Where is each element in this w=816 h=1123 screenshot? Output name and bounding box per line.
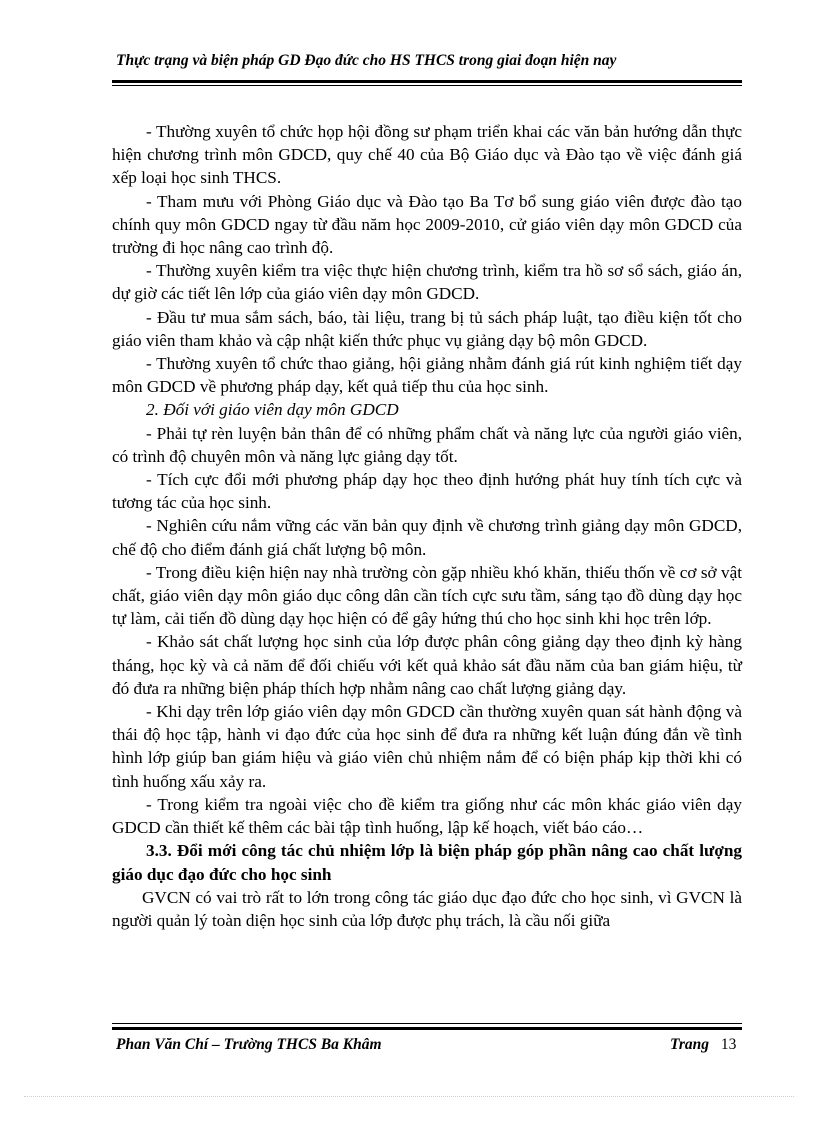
paragraph: - Tham mưu với Phòng Giáo dục và Đào tạo Ba Tơ bổ sung giáo viên được đào tạo chính quy môn GDCD ngay từ đầu năm học 2009-2010, cử giáo viên dạy môn GDCD của trường đi học nâng cao trình độ. [112, 191, 742, 258]
paragraph: - Trong điều kiện hiện nay nhà trường còn gặp nhiều khó khăn, thiếu thốn về cơ sở vật chất, giáo viên dạy môn giáo dục công dân cần tích cực sưu tầm, sáng tạo đồ dùng dạy học tự làm, cải tiến đồ dùng dạy học hiện có để gây hứng thú cho học sinh khi học trên lớp. [112, 562, 742, 629]
paragraph: - Trong kiểm tra ngoài việc cho đề kiểm tra giống như các môn khác giáo viên dạy GDCD cần thiết kế thêm các bài tập tình huống, lập kế hoạch, viết báo cáo… [112, 794, 742, 838]
paragraph: - Đầu tư mua sắm sách, báo, tài liệu, trang bị tủ sách pháp luật, tạo điều kiện tốt cho giáo viên tham khảo và cập nhật kiến thức phục vụ giảng dạy bộ môn GDCD. [112, 307, 742, 350]
header-rule-thick [112, 80, 742, 83]
header-rule-thin [112, 85, 742, 86]
paragraph: - Thường xuyên tổ chức thao giảng, hội giảng nhằm đánh giá rút kinh nghiệm tiết dạy môn GDCD về phương pháp dạy, kết quả tiếp thu của học sinh. [112, 354, 742, 397]
page-label: Trang [670, 1036, 710, 1053]
paragraph: - Khảo sát chất lượng học sinh của lớp được phân công giảng dạy theo định kỳ hàng tháng, học kỳ và cả năm để đối chiếu với kết quả khảo sát đầu năm của ban giám hiệu, từ đó đưa ra những biện pháp thích hợp nhằm nâng cao chất lượng giảng dạy. [112, 632, 742, 698]
footer-rule-thick [112, 1027, 742, 1030]
paragraph: - Khi dạy trên lớp giáo viên dạy môn GDCD cần thường xuyên quan sát hành động và thái độ học tập, hành vi đạo đức của học sinh để đưa ra những kết luận đúng đắn về tình hình lớp giúp ban giám hiệu và giáo viên chủ nhiệm nắm để có biện pháp kịp thời khi có tình huống xấu xảy ra. [112, 702, 742, 791]
page-break-line [24, 1096, 794, 1097]
paragraph: - Nghiên cứu nắm vững các văn bản quy định về chương trình giảng dạy môn GDCD, chế độ cho điểm đánh giá chất lượng bộ môn. [112, 516, 742, 559]
footer-page [670, 1036, 736, 1054]
paragraph: - Tích cực đổi mới phương pháp dạy học theo định hướng phát huy tính tích cực và tương tác của học sinh. [112, 470, 742, 513]
paragraph: - Thường xuyên kiểm tra việc thực hiện chương trình, kiểm tra hồ sơ sổ sách, giáo án, dự giờ các tiết lên lớp của giáo viên dạy môn GDCD. [112, 261, 742, 304]
page-number: 13 [720, 1036, 737, 1053]
footer-rule-thin [112, 1023, 742, 1024]
paragraph: - Thường xuyên tổ chức họp hội đồng sư phạm triển khai các văn bản hướng dẫn thực hiện chương trình môn GDCD, quy chế 40 của Bộ Giáo dục và Đào tạo về việc đánh giá xếp loại học sinh THCS. [112, 122, 742, 188]
running-header: Thực trạng và biện pháp GD Đạo đức cho HS THCS trong giai đoạn hiện nay [116, 52, 617, 69]
footer-author: Phan Văn Chí – Trường THCS Ba Khâm [116, 1036, 382, 1053]
section-heading: 3.3. Đổi mới công tác chủ nhiệm lớp là biện pháp góp phần nâng cao chất lượng giáo dục đạo đức cho học sinh [112, 841, 742, 884]
subheading: 2. Đối với giáo viên dạy môn GDCD [146, 400, 399, 420]
body-text [112, 120, 742, 932]
paragraph: - Phải tự rèn luyện bản thân để có những phẩm chất và năng lực của người giáo viên, có trình độ chuyên môn và năng lực giảng dạy tốt. [112, 423, 742, 466]
paragraph: GVCN có vai trò rất to lớn trong công tác giáo dục đạo đức cho học sinh, vì GVCN là người quản lý toàn diện học sinh của lớp được phụ trách, là cầu nối giữa [112, 887, 742, 930]
